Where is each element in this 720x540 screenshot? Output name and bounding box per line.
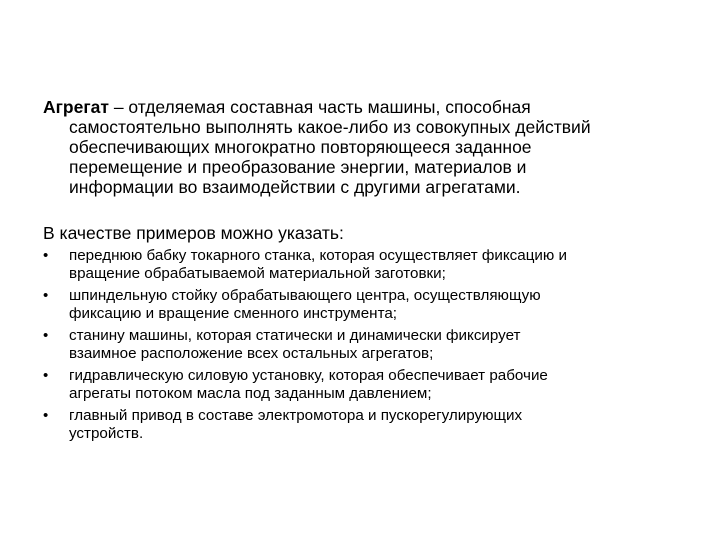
list-item-line-2: взаимное расположение всех остальных агрегатов; <box>69 345 434 362</box>
bullet-icon: • <box>43 327 49 344</box>
definition-line-3: обеспечивающих многократно повторяющееся заданное <box>69 137 532 157</box>
list-item-line-2: вращение обрабатываемой материальной заготовки; <box>69 265 446 282</box>
list-item-line-1: главный привод в составе электромотора и пускорегулирующих <box>69 407 523 424</box>
list-item <box>43 287 683 323</box>
list-item-line-1: гидравлическую силовую установку, которая обеспечивает рабочие <box>69 367 548 384</box>
list-item <box>43 327 683 363</box>
definition-line-2: самостоятельно выполнять какое-либо из совокупных действий <box>69 117 591 137</box>
definition-line-5: информации во взаимодействии с другими агрегатами. <box>69 177 521 197</box>
list-item-line-2: агрегаты потоком масла под заданным давлением; <box>69 385 432 402</box>
list-item-line-1: станину машины, которая статически и динамически фиксирует <box>69 327 521 344</box>
list-item-line-1: шпиндельную стойку обрабатывающего центра, осуществляющую <box>69 287 541 304</box>
list-item <box>43 247 683 283</box>
examples-list <box>43 247 683 447</box>
list-item-line-2: устройств. <box>69 425 144 442</box>
list-item <box>43 407 683 443</box>
bullet-icon: • <box>43 247 49 264</box>
definition-line-4: перемещение и преобразование энергии, материалов и <box>69 157 527 177</box>
definition-text: – отделяемая составная часть машины, способная <box>108 97 531 117</box>
list-item-line-1: переднюю бабку токарного станка, которая осуществляет фиксацию и <box>69 247 567 264</box>
definition-line-1 <box>43 97 683 117</box>
definition-term: Агрегат <box>43 97 109 117</box>
bullet-icon: • <box>43 407 49 424</box>
bullet-icon: • <box>43 287 49 304</box>
list-item <box>43 367 683 403</box>
bullet-icon: • <box>43 367 49 384</box>
examples-intro: В качестве примеров можно указать: <box>43 223 344 243</box>
definition-paragraph <box>43 97 683 197</box>
list-item-line-2: фиксацию и вращение сменного инструмента; <box>69 305 398 322</box>
